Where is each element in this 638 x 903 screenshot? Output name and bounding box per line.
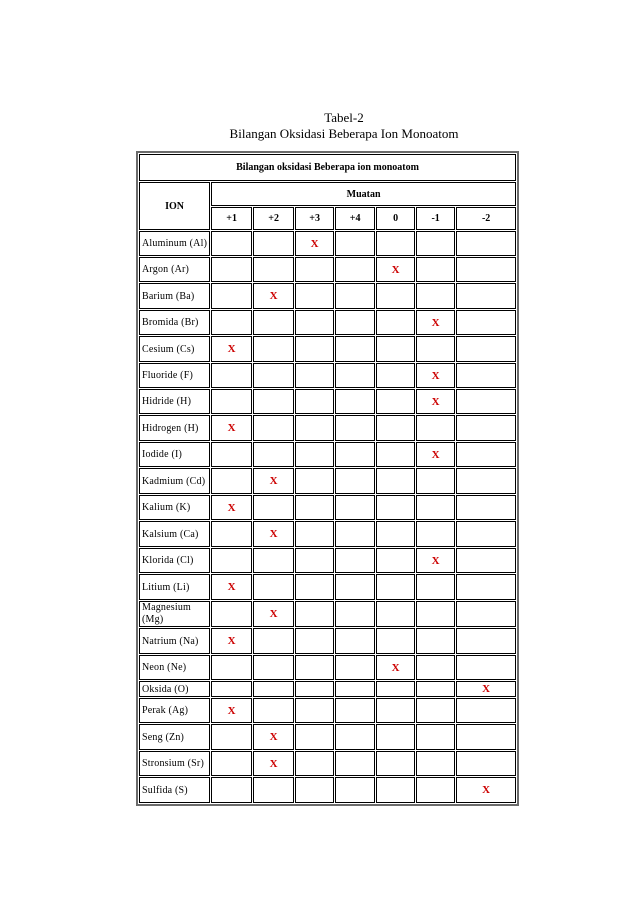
charge-mark-cell: X	[376, 257, 415, 282]
empty-cell	[456, 495, 516, 520]
empty-cell	[376, 283, 415, 309]
table-row	[139, 415, 516, 441]
empty-cell	[335, 601, 375, 627]
empty-cell	[376, 336, 415, 362]
charge-mark-cell: X	[253, 751, 294, 776]
empty-cell	[416, 681, 455, 697]
table-row	[139, 442, 516, 467]
ion-name-cell: Hidrogen (H)	[139, 415, 210, 441]
ion-name-cell: Natrium (Na)	[139, 628, 210, 654]
empty-cell	[376, 468, 415, 494]
charge-mark-cell: X	[253, 724, 294, 750]
empty-cell	[253, 681, 294, 697]
empty-cell	[416, 336, 455, 362]
table-row	[139, 521, 516, 547]
charge-column-header: -2	[456, 207, 516, 230]
empty-cell	[456, 336, 516, 362]
charge-column-header: +1	[211, 207, 252, 230]
empty-cell	[335, 336, 375, 362]
charge-mark-cell: X	[211, 415, 252, 441]
charge-mark-cell: X	[376, 655, 415, 680]
empty-cell	[295, 415, 334, 441]
empty-cell	[253, 628, 294, 654]
empty-cell	[416, 698, 455, 723]
empty-cell	[416, 468, 455, 494]
empty-cell	[295, 724, 334, 750]
empty-cell	[295, 681, 334, 697]
empty-cell	[456, 548, 516, 573]
ion-name-cell: Iodide (I)	[139, 442, 210, 467]
empty-cell	[456, 389, 516, 414]
empty-cell	[376, 698, 415, 723]
empty-cell	[416, 601, 455, 627]
table-row	[139, 751, 516, 776]
table-row	[139, 548, 516, 573]
table-row	[139, 698, 516, 723]
empty-cell	[376, 548, 415, 573]
charge-column-header: +4	[335, 207, 375, 230]
table-row	[139, 363, 516, 388]
table-row	[139, 724, 516, 750]
empty-cell	[253, 389, 294, 414]
table-row	[139, 601, 516, 627]
table-caption-title: Tabel-2	[324, 110, 364, 125]
empty-cell	[335, 777, 375, 803]
table-row	[139, 468, 516, 494]
empty-cell	[211, 724, 252, 750]
charge-mark-cell: X	[456, 681, 516, 697]
empty-cell	[416, 724, 455, 750]
ion-name-cell: Kadmium (Cd)	[139, 468, 210, 494]
charge-mark-cell: X	[253, 521, 294, 547]
empty-cell	[376, 628, 415, 654]
empty-cell	[376, 681, 415, 697]
empty-cell	[416, 495, 455, 520]
empty-cell	[295, 310, 334, 335]
empty-cell	[335, 415, 375, 441]
empty-cell	[295, 574, 334, 600]
empty-cell	[456, 521, 516, 547]
charge-mark-cell: X	[295, 231, 334, 256]
empty-cell	[456, 698, 516, 723]
empty-cell	[456, 231, 516, 256]
empty-cell	[295, 521, 334, 547]
empty-cell	[335, 751, 375, 776]
empty-cell	[295, 601, 334, 627]
empty-cell	[211, 751, 252, 776]
empty-cell	[295, 655, 334, 680]
empty-cell	[211, 389, 252, 414]
empty-cell	[376, 495, 415, 520]
ion-name-cell: Perak (Ag)	[139, 698, 210, 723]
empty-cell	[295, 468, 334, 494]
empty-cell	[295, 777, 334, 803]
empty-cell	[376, 442, 415, 467]
table-row	[139, 495, 516, 520]
table-row	[139, 681, 516, 697]
empty-cell	[211, 468, 252, 494]
empty-cell	[335, 231, 375, 256]
empty-cell	[335, 698, 375, 723]
empty-cell	[335, 628, 375, 654]
empty-cell	[253, 336, 294, 362]
charge-column-header: 0	[376, 207, 415, 230]
charge-mark-cell: X	[253, 283, 294, 309]
empty-cell	[253, 548, 294, 573]
empty-cell	[253, 442, 294, 467]
empty-cell	[416, 751, 455, 776]
empty-cell	[211, 548, 252, 573]
empty-cell	[376, 724, 415, 750]
empty-cell	[295, 336, 334, 362]
empty-cell	[335, 681, 375, 697]
empty-cell	[456, 468, 516, 494]
empty-cell	[416, 628, 455, 654]
ion-name-cell: Sulfida (S)	[139, 777, 210, 803]
table-row	[139, 310, 516, 335]
empty-cell	[253, 363, 294, 388]
empty-cell	[253, 698, 294, 723]
empty-cell	[335, 724, 375, 750]
table-row	[139, 336, 516, 362]
empty-cell	[376, 574, 415, 600]
empty-cell	[335, 495, 375, 520]
empty-cell	[456, 283, 516, 309]
oxidation-number-table	[136, 151, 519, 806]
ion-name-cell: Neon (Ne)	[139, 655, 210, 680]
empty-cell	[376, 751, 415, 776]
empty-cell	[295, 495, 334, 520]
ion-name-cell: Hidride (H)	[139, 389, 210, 414]
charge-mark-cell: X	[253, 601, 294, 627]
charge-mark-cell: X	[416, 363, 455, 388]
empty-cell	[456, 601, 516, 627]
empty-cell	[456, 442, 516, 467]
empty-cell	[253, 574, 294, 600]
empty-cell	[253, 415, 294, 441]
empty-cell	[335, 283, 375, 309]
empty-cell	[335, 310, 375, 335]
ion-name-cell: Fluoride (F)	[139, 363, 210, 388]
empty-cell	[295, 389, 334, 414]
ion-name-cell: Seng (Zn)	[139, 724, 210, 750]
empty-cell	[211, 442, 252, 467]
empty-cell	[211, 257, 252, 282]
empty-cell	[295, 628, 334, 654]
empty-cell	[295, 442, 334, 467]
empty-cell	[211, 283, 252, 309]
charge-mark-cell: X	[416, 389, 455, 414]
empty-cell	[335, 442, 375, 467]
empty-cell	[211, 310, 252, 335]
charge-mark-cell: X	[416, 442, 455, 467]
ion-name-cell: Cesium (Cs)	[139, 336, 210, 362]
table-row	[139, 777, 516, 803]
charge-mark-cell: X	[211, 495, 252, 520]
charge-column-header: +2	[253, 207, 294, 230]
empty-cell	[253, 231, 294, 256]
ion-name-cell: Magnesium (Mg)	[139, 601, 210, 627]
empty-cell	[416, 574, 455, 600]
ion-name-cell: Barium (Ba)	[139, 283, 210, 309]
table-row	[139, 628, 516, 654]
ion-name-cell: Klorida (Cl)	[139, 548, 210, 573]
empty-cell	[295, 548, 334, 573]
empty-cell	[376, 777, 415, 803]
empty-cell	[253, 655, 294, 680]
empty-cell	[335, 574, 375, 600]
ion-name-cell: Argon (Ar)	[139, 257, 210, 282]
table-body	[139, 231, 516, 803]
empty-cell	[295, 363, 334, 388]
empty-cell	[211, 655, 252, 680]
empty-cell	[253, 257, 294, 282]
muatan-header: Muatan	[211, 182, 516, 206]
empty-cell	[295, 698, 334, 723]
empty-cell	[211, 601, 252, 627]
empty-cell	[456, 257, 516, 282]
empty-cell	[416, 521, 455, 547]
empty-cell	[416, 415, 455, 441]
empty-cell	[376, 389, 415, 414]
table-row	[139, 231, 516, 256]
empty-cell	[456, 628, 516, 654]
empty-cell	[456, 415, 516, 441]
table-row	[139, 283, 516, 309]
charge-mark-cell: X	[456, 777, 516, 803]
ion-name-cell: Bromida (Br)	[139, 310, 210, 335]
charge-mark-cell: X	[416, 310, 455, 335]
empty-cell	[335, 468, 375, 494]
empty-cell	[376, 310, 415, 335]
empty-cell	[335, 257, 375, 282]
empty-cell	[416, 777, 455, 803]
charge-column-header: +3	[295, 207, 334, 230]
ion-column-header: ION	[139, 182, 210, 230]
empty-cell	[253, 310, 294, 335]
empty-cell	[335, 363, 375, 388]
empty-cell	[456, 574, 516, 600]
ion-name-cell: Aluminum (Al)	[139, 231, 210, 256]
empty-cell	[456, 310, 516, 335]
charge-mark-cell: X	[211, 698, 252, 723]
empty-cell	[295, 751, 334, 776]
empty-cell	[456, 655, 516, 680]
table-row	[139, 574, 516, 600]
ion-name-cell: Litium (Li)	[139, 574, 210, 600]
charge-mark-cell: X	[211, 628, 252, 654]
empty-cell	[211, 681, 252, 697]
empty-cell	[295, 283, 334, 309]
empty-cell	[335, 655, 375, 680]
charge-mark-cell: X	[416, 548, 455, 573]
empty-cell	[456, 751, 516, 776]
ion-name-cell: Kalium (K)	[139, 495, 210, 520]
empty-cell	[211, 231, 252, 256]
empty-cell	[376, 231, 415, 256]
empty-cell	[456, 724, 516, 750]
empty-cell	[376, 601, 415, 627]
charge-mark-cell: X	[211, 574, 252, 600]
empty-cell	[211, 777, 252, 803]
empty-cell	[376, 363, 415, 388]
empty-cell	[416, 257, 455, 282]
empty-cell	[211, 521, 252, 547]
empty-cell	[335, 389, 375, 414]
table-row	[139, 655, 516, 680]
empty-cell	[335, 521, 375, 547]
table-row	[139, 257, 516, 282]
ion-name-cell: Stronsium (Sr)	[139, 751, 210, 776]
charge-column-header: -1	[416, 207, 455, 230]
table-row	[139, 389, 516, 414]
empty-cell	[335, 548, 375, 573]
empty-cell	[253, 495, 294, 520]
empty-cell	[376, 521, 415, 547]
empty-cell	[416, 283, 455, 309]
empty-cell	[416, 231, 455, 256]
charge-mark-cell: X	[253, 468, 294, 494]
ion-name-cell: Oksida (O)	[139, 681, 210, 697]
group-header: Bilangan oksidasi Beberapa ion monoatom	[139, 154, 516, 181]
charge-mark-cell: X	[211, 336, 252, 362]
empty-cell	[295, 257, 334, 282]
empty-cell	[456, 363, 516, 388]
empty-cell	[211, 363, 252, 388]
empty-cell	[376, 415, 415, 441]
empty-cell	[416, 655, 455, 680]
empty-cell	[253, 777, 294, 803]
table-caption-subtitle: Bilangan Oksidasi Beberapa Ion Monoatom	[229, 126, 459, 141]
ion-name-cell: Kalsium (Ca)	[139, 521, 210, 547]
